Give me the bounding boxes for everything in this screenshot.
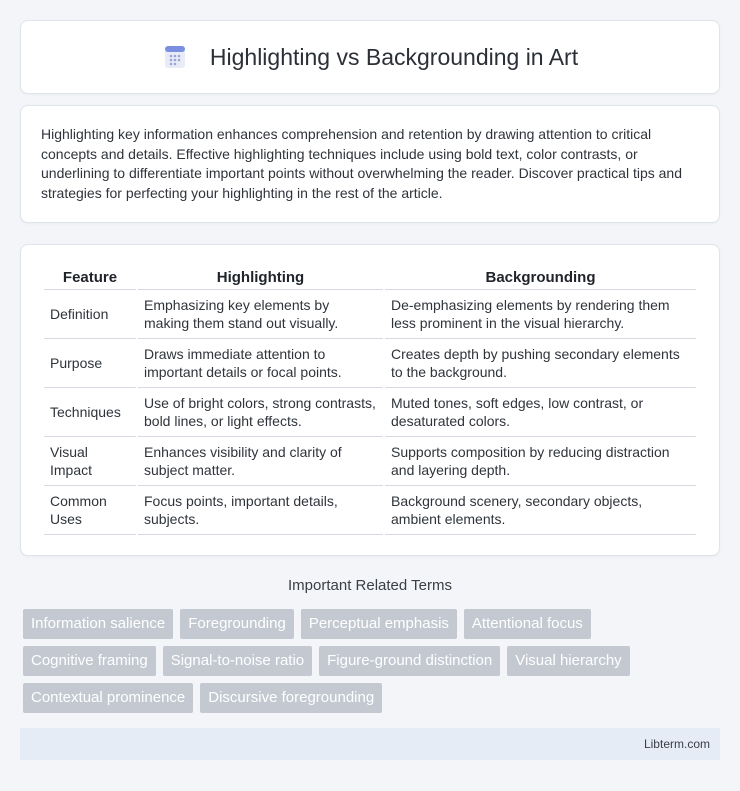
table-row [44,486,696,535]
table-cell: Background scenery, secondary objects, ambient elements. [385,486,696,535]
related-term-tag[interactable]: Perceptual emphasis [301,609,457,639]
table-cell: Draws immediate attention to important details or focal points. [138,339,383,388]
comparison-card [20,244,720,556]
table-cell: Definition [44,290,136,339]
table-cell: Emphasizing key elements by making them stand out visually. [138,290,383,339]
table-cell: Purpose [44,339,136,388]
table-row [44,290,696,339]
related-terms-title: Important Related Terms [288,577,452,594]
related-term-tag[interactable]: Signal-to-noise ratio [163,646,312,676]
table-cell: De-emphasizing elements by rendering them less prominent in the visual hierarchy. [385,290,696,339]
document-icon [162,44,188,70]
column-header: Highlighting [138,263,383,290]
table-row [44,388,696,437]
related-terms-list [23,609,723,713]
table-cell: Techniques [44,388,136,437]
related-term-tag[interactable]: Cognitive framing [23,646,156,676]
related-term-tag[interactable]: Discursive foregrounding [200,683,382,713]
table-cell: Use of bright colors, strong contrasts, bold lines, or light effects. [138,388,383,437]
table-header-row [44,263,696,290]
table-cell: Focus points, important details, subjects. [138,486,383,535]
column-header: Feature [44,263,136,290]
column-header: Backgrounding [385,263,696,290]
footer-site-link[interactable]: Libterm.com [643,737,710,751]
title-card [20,20,720,94]
intro-card [20,105,720,223]
table-cell: Visual Impact [44,437,136,486]
intro-text: Highlighting key information enhances comprehension and retention by drawing attention to critical concepts and details. Effective highlighting techniques include using bold text, color contrasts, or underlining to differentiate important points without overwhelming the reader. Discover practical tips and strategies for perfecting your highlighting in the rest of the article. [41,126,682,201]
table-cell: Supports composition by reducing distraction and layering depth. [385,437,696,486]
table-row [44,339,696,388]
table-cell: Common Uses [44,486,136,535]
table-cell: Muted tones, soft edges, low contrast, or desaturated colors. [385,388,696,437]
related-term-tag[interactable]: Attentional focus [464,609,591,639]
related-term-tag[interactable]: Foregrounding [180,609,294,639]
related-term-tag[interactable]: Visual hierarchy [507,646,629,676]
table-cell: Enhances visibility and clarity of subject matter. [138,437,383,486]
table-cell: Creates depth by pushing secondary elements to the background. [385,339,696,388]
related-term-tag[interactable]: Contextual prominence [23,683,193,713]
related-term-tag[interactable]: Figure-ground distinction [319,646,500,676]
page-title: Highlighting vs Backgrounding in Art [209,43,579,70]
table-row [44,437,696,486]
comparison-table [42,263,698,535]
footer [20,728,720,760]
related-term-tag[interactable]: Information salience [23,609,173,639]
